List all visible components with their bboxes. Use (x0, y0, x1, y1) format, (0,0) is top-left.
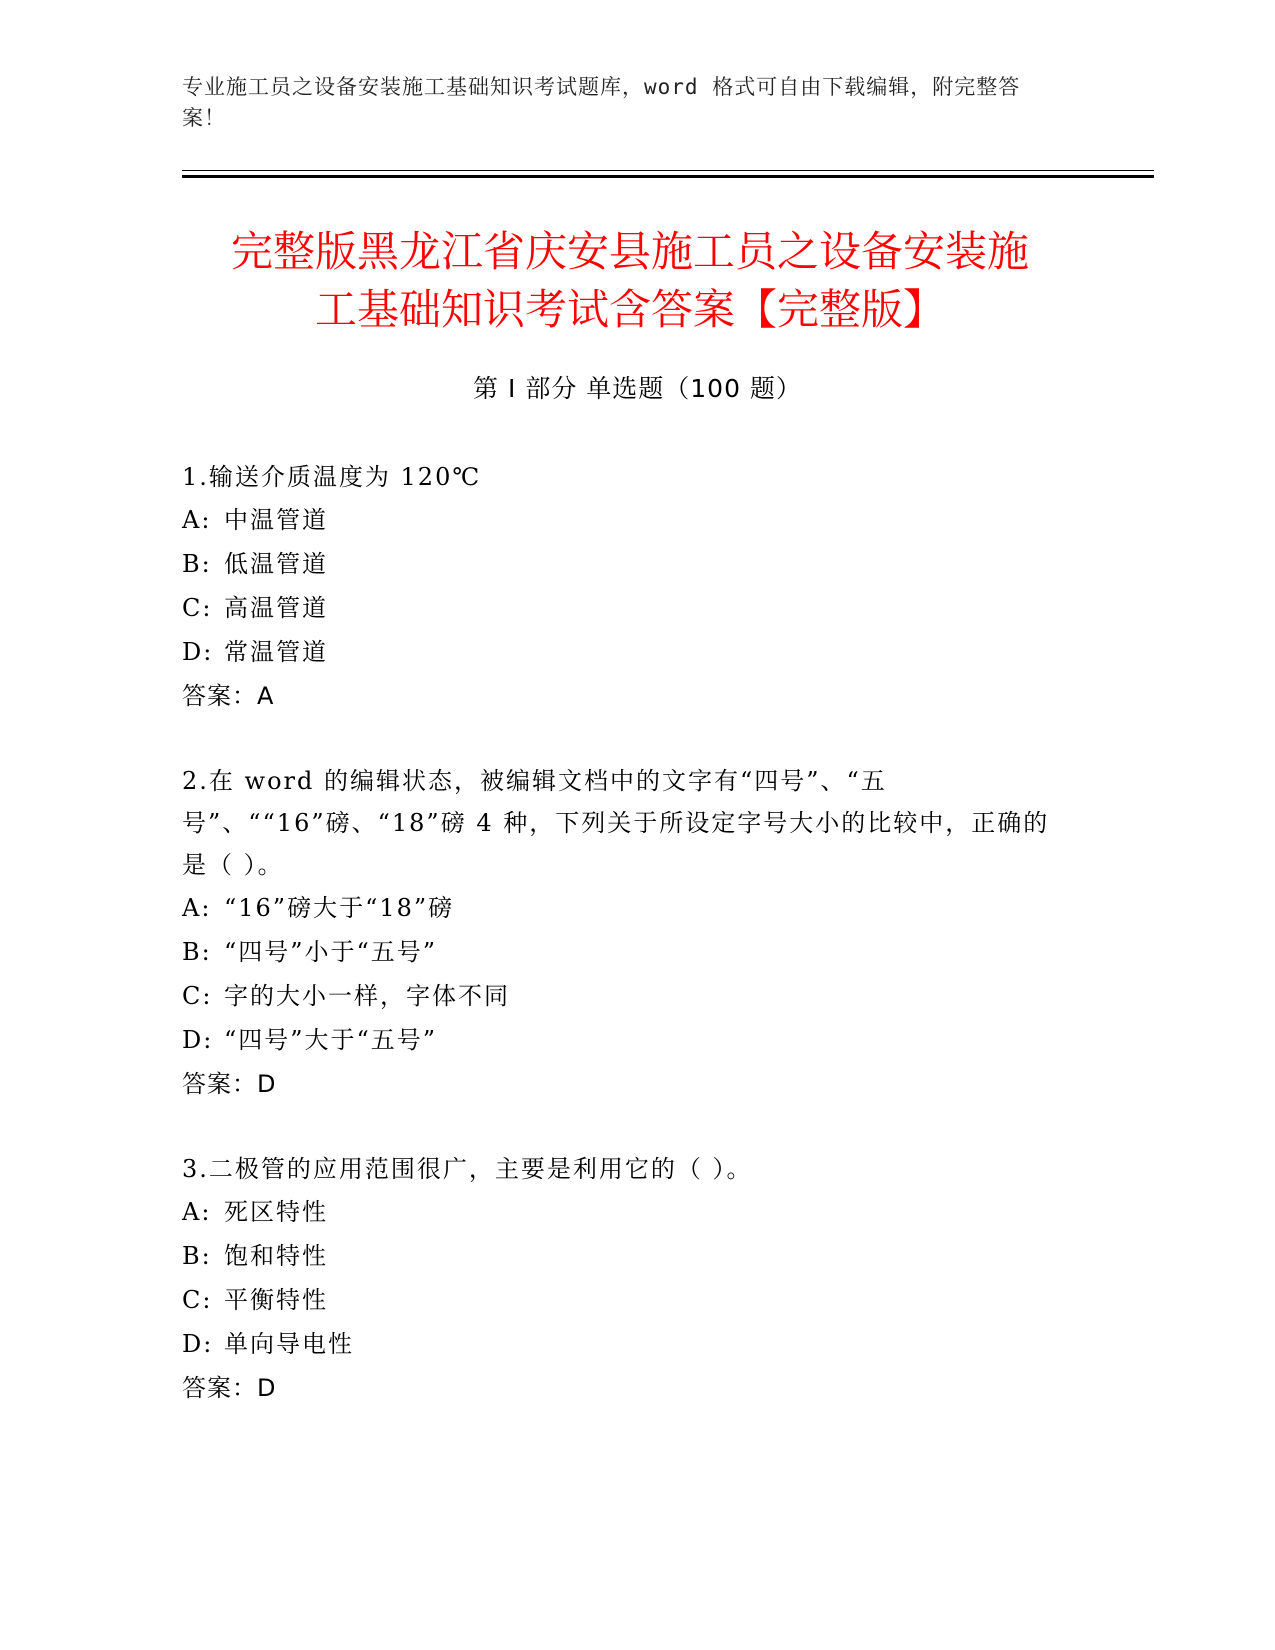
option-a (182, 886, 1062, 930)
answer-line: 答案：D (182, 1374, 277, 1402)
option-b (182, 1234, 1062, 1278)
option-letter: C: (182, 982, 213, 1010)
option-c (182, 974, 1062, 1018)
option-b (182, 542, 1062, 586)
section-heading: 第 I 部分 单选题（100 题） (473, 374, 802, 403)
option-c (182, 1278, 1062, 1322)
option-text: “四号”小于“五号” (224, 938, 438, 966)
option-letter: D: (182, 1330, 214, 1358)
option-text: 饱和特性 (224, 1242, 328, 1270)
option-letter: A: (182, 506, 212, 534)
option-letter: C: (182, 1286, 213, 1314)
option-letter: B: (182, 1242, 212, 1270)
option-letter: B: (182, 550, 212, 578)
option-letter: D: (182, 1026, 214, 1054)
option-text: 低温管道 (224, 550, 328, 578)
question-3 (182, 1148, 1062, 1410)
question-stem: 1.输送介质温度为 120℃ (182, 463, 482, 491)
option-c (182, 586, 1062, 630)
option-text: 中温管道 (224, 506, 328, 534)
header-note: 专业施工员之设备安装施工基础知识考试题库，word 格式可自由下载编辑，附完整答案！ (182, 75, 1021, 130)
document-title-line-2: 工基础知识考试含答案【完整版】 (314, 285, 945, 334)
question-1 (182, 456, 1062, 718)
option-letter: B: (182, 938, 212, 966)
option-text: 高温管道 (224, 594, 328, 622)
option-b (182, 930, 1062, 974)
option-text: 常温管道 (224, 638, 328, 666)
option-a (182, 1190, 1062, 1234)
answer-line: 答案：A (182, 682, 275, 710)
header-rule-thin (182, 170, 1154, 171)
option-text: 死区特性 (224, 1198, 328, 1226)
question-stem: 2.在 word 的编辑状态，被编辑文档中的文字有“四号”、“五号”、““16”磅、“18”磅 4 种，下列关于所设定字号大小的比较中，正确的是（ ）。 (182, 767, 1050, 879)
document-title-line-1: 完整版黑龙江省庆安县施工员之设备安装施 (230, 227, 1029, 276)
option-text: 平衡特性 (224, 1286, 328, 1314)
option-text: “16”磅大于“18”磅 (224, 894, 455, 922)
option-letter: D: (182, 638, 214, 666)
option-text: 字的大小一样，字体不同 (224, 982, 510, 1010)
header-rule-thick (182, 175, 1154, 178)
question-list (182, 456, 1062, 1452)
option-letter: C: (182, 594, 213, 622)
option-text: 单向导电性 (224, 1330, 354, 1358)
option-d (182, 1322, 1062, 1366)
question-2 (182, 760, 1062, 1106)
document-title (180, 223, 1080, 339)
option-text: “四号”大于“五号” (224, 1026, 438, 1054)
option-d (182, 630, 1062, 674)
option-a (182, 498, 1062, 542)
question-stem: 3.二极管的应用范围很广，主要是利用它的（ ）。 (182, 1155, 753, 1183)
option-letter: A: (182, 1198, 212, 1226)
option-letter: A: (182, 894, 212, 922)
option-d (182, 1018, 1062, 1062)
answer-line: 答案：D (182, 1070, 277, 1098)
